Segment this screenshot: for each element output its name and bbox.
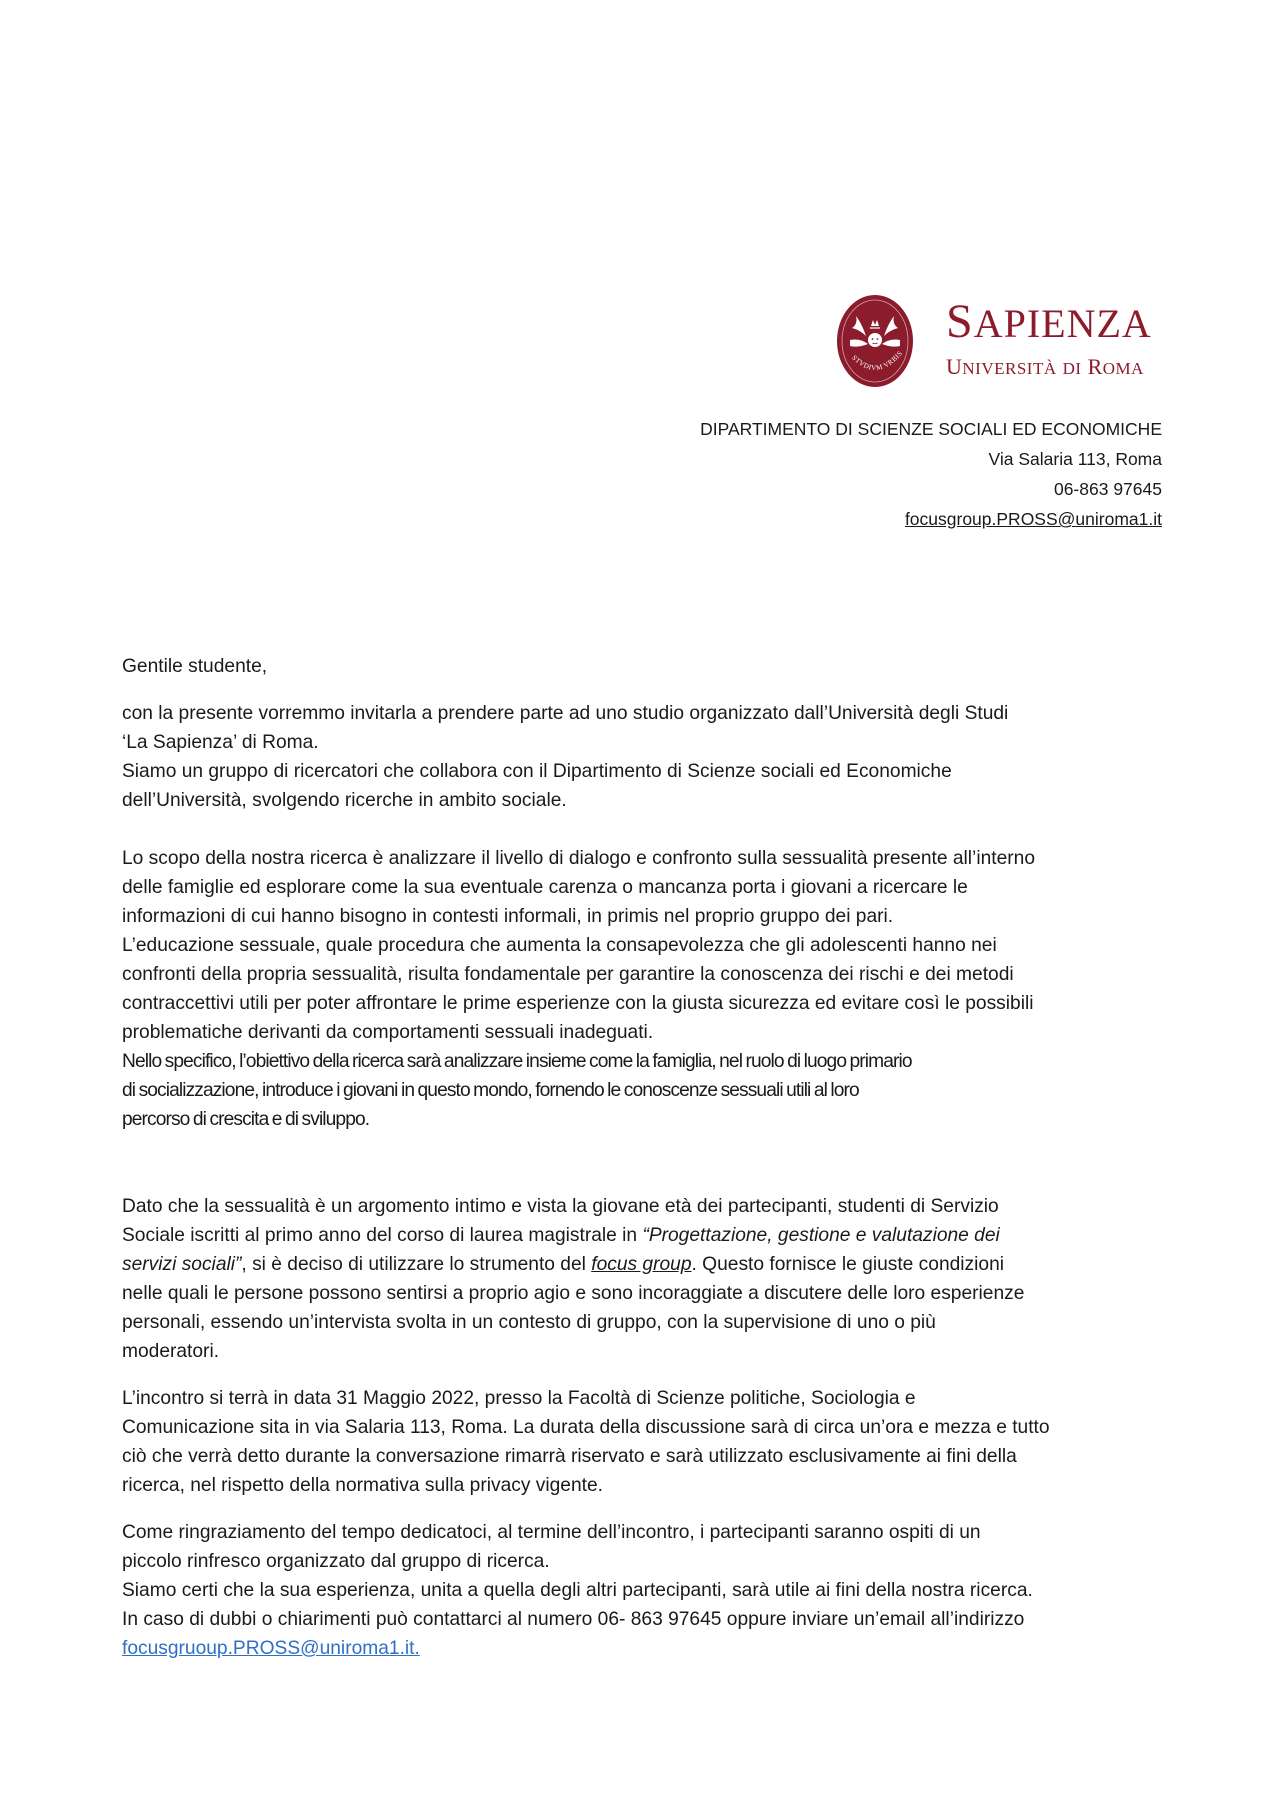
text-line: ciò che verrà detto durante la conversazione rimarrà riservato e sarà utilizzato esclusivamente ai fini della bbox=[122, 1446, 1017, 1467]
text-line: con la presente vorremmo invitarla a prendere parte ad uno studio organizzato dall’Università degli Studi bbox=[122, 703, 1009, 724]
department-email-link[interactable]: focusgroup.PROSS@uniroma1.it bbox=[904, 509, 1162, 529]
text-line: Come ringraziamento del tempo dedicatoci, al termine dell’incontro, i partecipanti saranno ospiti di un bbox=[122, 1522, 981, 1543]
text-line: ricerca, nel rispetto della normativa sulla privacy vigente. bbox=[122, 1475, 603, 1496]
paragraph-purpose bbox=[122, 844, 1167, 1134]
text-line: contraccettivi utili per poter affrontare le prime esperienze con la giusta sicurezza ed evitare così le possibili bbox=[122, 993, 1034, 1014]
department-phone: 06-863 97645 bbox=[1053, 479, 1162, 499]
paragraph-method bbox=[122, 1192, 1167, 1366]
text-line: dell’Università, svolgendo ricerche in ambito sociale. bbox=[122, 790, 567, 811]
text-line: In caso di dubbi o chiarimenti può contattarci al numero 06- 863 97645 oppure inviare un’email all’indirizzo bbox=[122, 1609, 1025, 1630]
text-segment: . Questo fornisce le giuste condizioni bbox=[691, 1254, 1005, 1275]
paragraph-closing bbox=[122, 1518, 1167, 1663]
letter-body bbox=[122, 652, 1167, 1663]
paragraph-meeting-details bbox=[122, 1384, 1167, 1500]
text-line: problematiche derivanti da comportamenti sessuali inadeguati. bbox=[122, 1022, 654, 1043]
text-line: delle famiglie ed esplorare come la sua eventuale carenza o mancanza porta i giovani a ricercare le bbox=[122, 877, 968, 898]
university-seal-icon bbox=[836, 294, 914, 388]
text-line: di socializzazione, introduce i giovani in questo mondo, fornendo le conoscenze sessuali utili al loro bbox=[122, 1080, 859, 1101]
logo-name: SAPIENZA bbox=[946, 295, 1152, 348]
text-line: Siamo un gruppo di ricercatori che collabora con il Dipartimento di Scienze sociali ed Economiche bbox=[122, 761, 952, 782]
svg-text:STVDIVM VRBIS: STVDIVM VRBIS bbox=[850, 349, 905, 373]
paragraph-invitation bbox=[122, 699, 1167, 815]
text-segment: Sociale iscritti al primo anno del corso di laurea magistrale in bbox=[122, 1225, 643, 1246]
text-line: Nello specifico, l’obiettivo della ricerca sarà analizzare insieme come la famiglia, nel ruolo di luogo primario bbox=[122, 1051, 912, 1072]
text-line: Dato che la sessualità è un argomento intimo e vista la giovane età dei partecipanti, studenti di Servizio bbox=[122, 1196, 999, 1217]
text-line: ‘La Sapienza’ di Roma. bbox=[122, 732, 319, 753]
text-line: L’educazione sessuale, quale procedura che aumenta la consapevolezza che gli adolescenti hanno nei bbox=[122, 935, 997, 956]
text-segment: , si è deciso di utilizzare lo strumento del bbox=[241, 1254, 592, 1275]
text-line: moderatori. bbox=[122, 1341, 220, 1362]
department-header bbox=[700, 414, 1162, 534]
course-title: “Progettazione, gestione e valutazione dei bbox=[642, 1225, 1000, 1246]
greeting: Gentile studente, bbox=[122, 656, 268, 677]
text-line: Siamo certi che la sua esperienza, unita a quella degli altri partecipanti, sarà utile ai fini della nostra ricerca. bbox=[122, 1580, 1033, 1601]
text-line bbox=[122, 1221, 1167, 1250]
logo-wordmark bbox=[946, 294, 1152, 382]
text-line: percorso di crescita e di sviluppo. bbox=[122, 1109, 370, 1130]
department-name: DIPARTIMENTO DI SCIENZE SOCIALI ED ECONOMICHE bbox=[700, 419, 1162, 439]
text-line bbox=[122, 1250, 1167, 1279]
text-line: personali, essendo un’intervista svolta in un contesto di gruppo, con la supervisione di uno o più bbox=[122, 1312, 936, 1333]
text-line: piccolo rinfresco organizzato dal gruppo di ricerca. bbox=[122, 1551, 550, 1572]
text-line: nelle quali le persone possono sentirsi a proprio agio e sono incoraggiate a discutere delle loro esperienze bbox=[122, 1283, 1025, 1304]
text-line: Lo scopo della nostra ricerca è analizzare il livello di dialogo e confronto sulla sessualità presente all’interno bbox=[122, 848, 1035, 869]
department-address: Via Salaria 113, Roma bbox=[988, 449, 1162, 469]
text-line: informazioni di cui hanno bisogno in contesti informali, in primis nel proprio gruppo dei pari. bbox=[122, 906, 894, 927]
course-title-end: servizi sociali” bbox=[122, 1254, 242, 1275]
contact-email-link[interactable]: focusgruoup.PROSS@uniroma1.it. bbox=[122, 1638, 420, 1659]
text-line: Comunicazione sita in via Salaria 113, Roma. La durata della discussione sarà di circa un’ora e mezza e tutto bbox=[122, 1417, 1050, 1438]
text-line: confronti della propria sessualità, risulta fondamentale per garantire la conoscenza dei rischi e dei metodi bbox=[122, 964, 1014, 985]
text-line: L’incontro si terrà in data 31 Maggio 2022, presso la Facoltà di Scienze politiche, Sociologia e bbox=[122, 1388, 916, 1409]
sapienza-logo bbox=[836, 292, 1166, 392]
focus-group-term: focus group bbox=[591, 1254, 692, 1275]
logo-subtitle: UNIVERSITÀ DI ROMA bbox=[946, 354, 1144, 379]
